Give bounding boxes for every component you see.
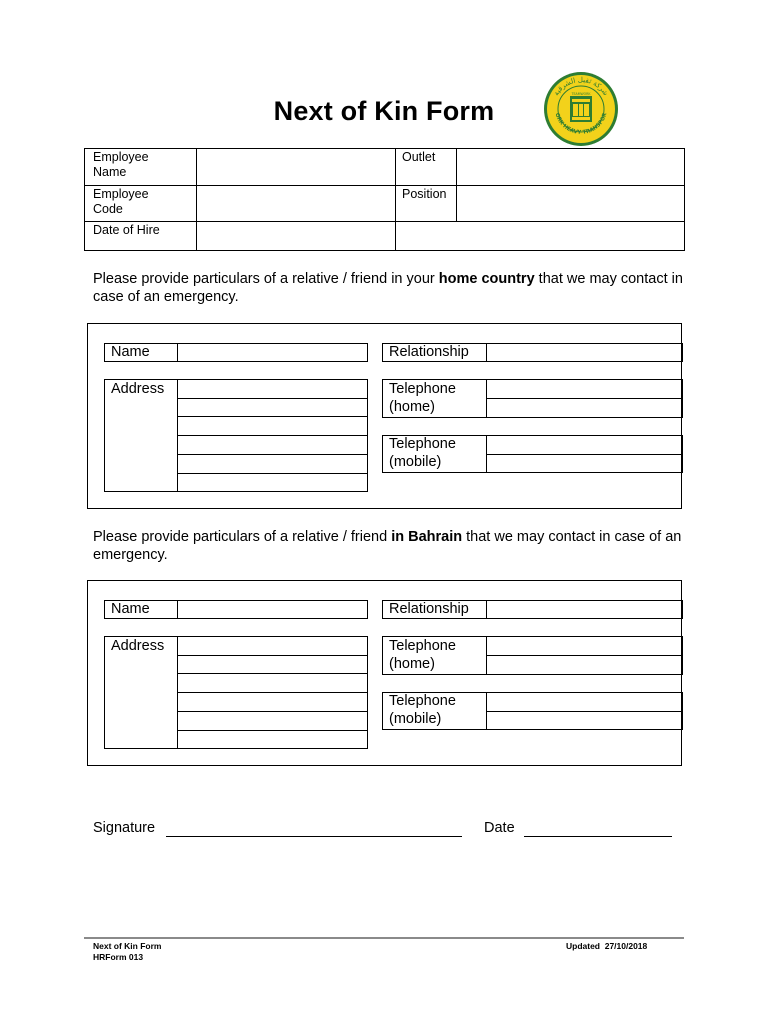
relationship-field[interactable] <box>487 601 682 618</box>
bahrain-instructions: Please provide particulars of a relative / friend in Bahrain that we may contact in case of an emergency. <box>93 529 682 563</box>
relationship-label: Relationship <box>389 344 469 360</box>
date-of-hire-field[interactable] <box>197 222 684 250</box>
name-label: Name <box>111 601 150 617</box>
outlet-field[interactable] <box>457 149 684 185</box>
address-label: Address <box>111 381 165 397</box>
position-field[interactable] <box>457 186 684 221</box>
bahrain-contact-box <box>87 580 682 766</box>
employee-info-table <box>84 148 685 251</box>
telephone-home-field[interactable] <box>487 380 682 417</box>
logo-text-bottom: ORK HEAVY TRANSPOR <box>553 112 609 136</box>
telephone-home-label: Telephone (home) <box>389 381 456 415</box>
relationship-label: Relationship <box>389 601 469 617</box>
employee-code-field[interactable] <box>197 186 395 221</box>
address-field[interactable] <box>178 637 367 748</box>
company-logo <box>542 70 620 148</box>
address-field[interactable] <box>178 380 367 491</box>
signature-line[interactable] <box>166 836 462 837</box>
logo-text-top: شركة ثقيل الشرقية <box>552 75 610 98</box>
outlet-label: Outlet <box>402 150 436 164</box>
employee-name-label: Employee Name <box>93 150 149 179</box>
signature-label: Signature <box>93 820 156 836</box>
footer-form-code: HRForm 013 <box>93 952 144 962</box>
footer-divider <box>84 937 684 939</box>
employee-name-field[interactable] <box>197 149 395 185</box>
logo-inner-text: TEAMWORK <box>571 92 591 96</box>
footer-form-name: Next of Kin Form <box>93 941 162 951</box>
home-country-instructions: Please provide particulars of a relative / friend in your home country that we may contact in case of an emergency. <box>93 271 683 305</box>
name-field[interactable] <box>178 601 367 618</box>
date-line[interactable] <box>524 836 672 837</box>
home-country-contact-box <box>87 323 682 509</box>
telephone-home-label: Telephone (home) <box>389 638 456 672</box>
date-of-hire-label: Date of Hire <box>93 223 160 237</box>
telephone-mobile-label: Telephone (mobile) <box>389 693 456 727</box>
footer-updated-date: Updated 27/10/2018 <box>566 941 648 951</box>
address-label: Address <box>111 638 165 654</box>
telephone-mobile-label: Telephone (mobile) <box>389 436 456 470</box>
name-label: Name <box>111 344 150 360</box>
telephone-mobile-field[interactable] <box>487 436 682 472</box>
relationship-field[interactable] <box>487 344 682 361</box>
name-field[interactable] <box>178 344 367 361</box>
date-label: Date <box>484 820 515 836</box>
page-title: Next of Kin Form <box>273 96 495 126</box>
telephone-home-field[interactable] <box>487 637 682 674</box>
telephone-mobile-field[interactable] <box>487 693 682 729</box>
position-label: Position <box>402 187 447 201</box>
employee-code-label: Employee Code <box>93 187 149 216</box>
